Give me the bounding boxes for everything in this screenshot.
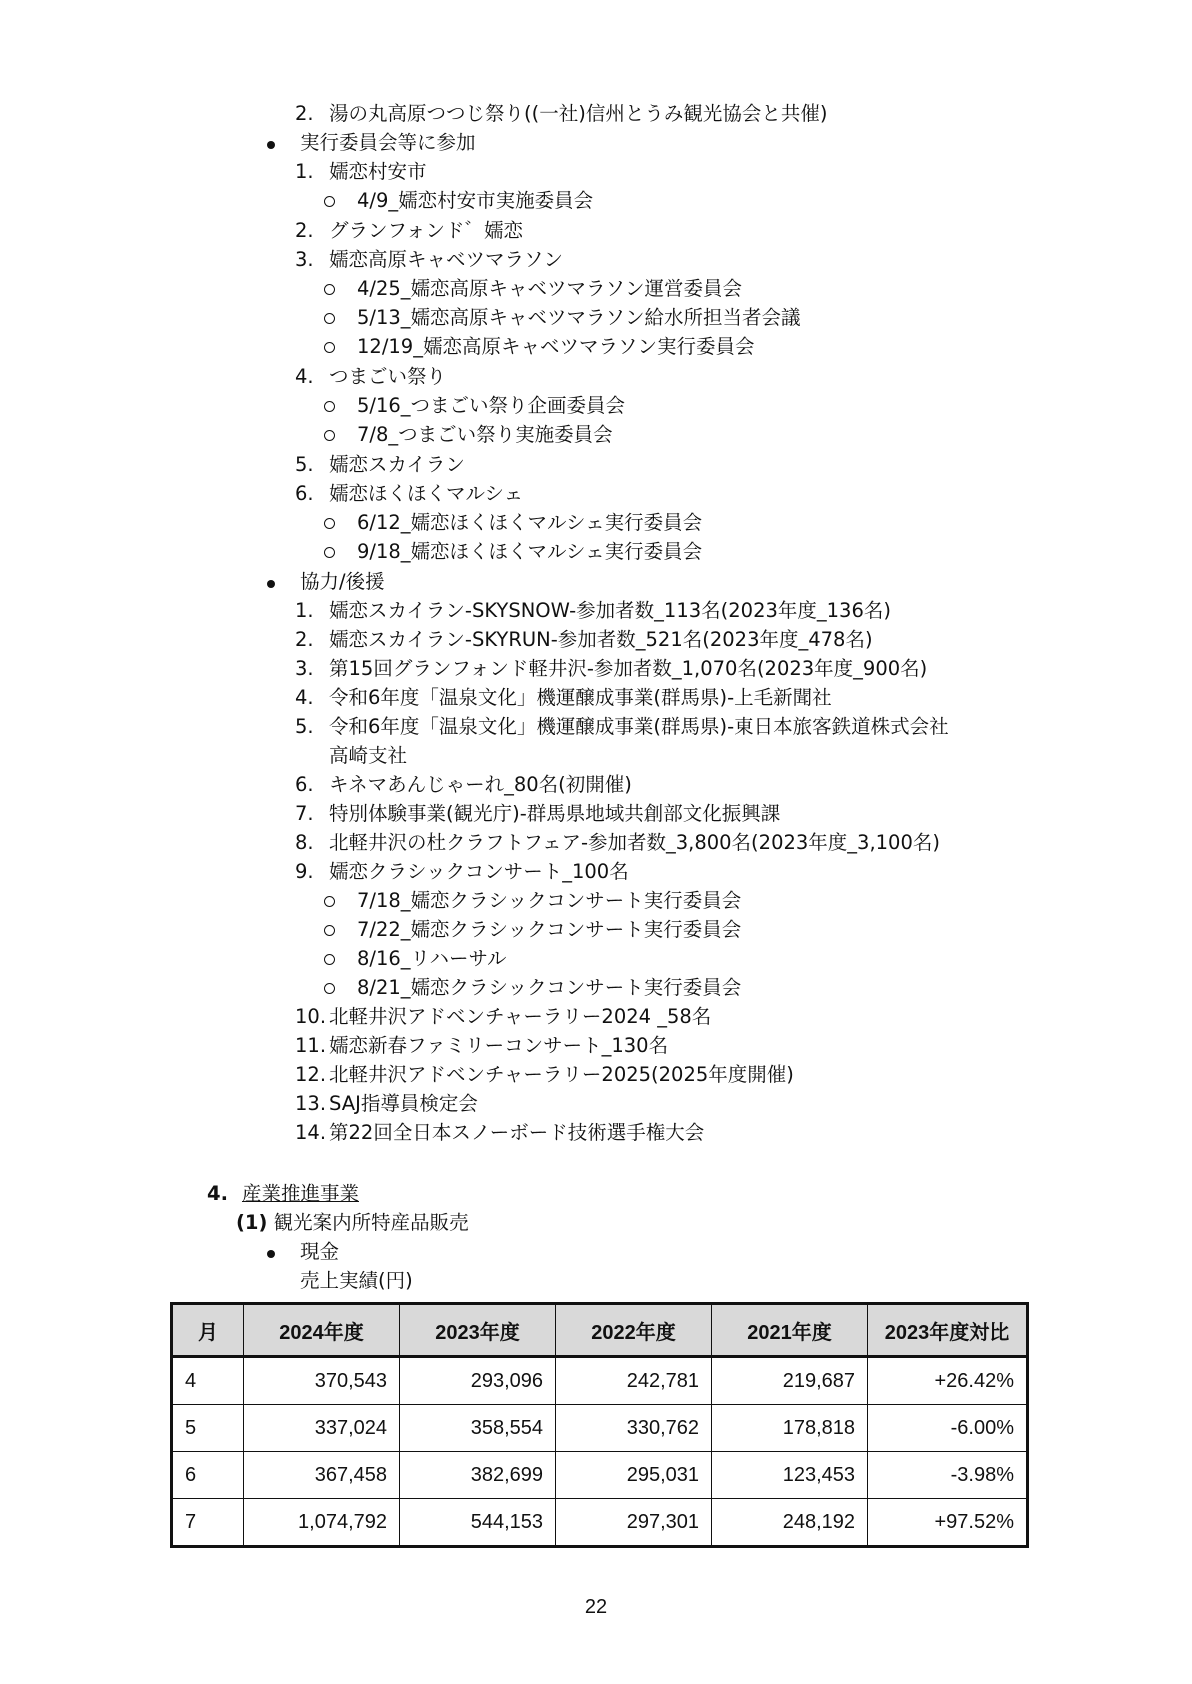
list-item: 令和6年度「温泉文化」機運醸成事業(群馬県)-東日本旅客鉄道株式会社 (329, 715, 949, 738)
list-item: つまごい祭り (329, 365, 447, 388)
cell-ratio: +26.42% (868, 1357, 1028, 1405)
list-number: 14. (295, 1121, 327, 1144)
sub-list-item: 7/22_嬬恋クラシックコンサート実行委員会 (357, 918, 742, 941)
bullet-dot-icon (267, 141, 275, 149)
bullet-heading-support: 協力/後援 (300, 570, 385, 593)
sub-list-item: 5/16_つまごい祭り企画委員会 (357, 394, 626, 417)
list-item: 嬬恋新春ファミリーコンサート_130名 (329, 1034, 669, 1057)
table-row (172, 1405, 1028, 1452)
list-number: 13. (295, 1092, 327, 1115)
sub-list-item: 12/19_嬬恋高原キャベツマラソン実行委員会 (357, 335, 755, 358)
list-item: 嬬恋スカイラン-SKYSNOW-参加者数_113名(2023年度_136名) (329, 599, 891, 622)
sub-list-item: 4/9_嬬恋村安市実施委員会 (357, 189, 594, 212)
cell-value: 123,453 (712, 1452, 868, 1499)
list-number: 12. (295, 1063, 327, 1086)
cell-value: 1,074,792 (244, 1499, 400, 1547)
list-number: 3. (295, 657, 314, 680)
list-number: 7. (295, 802, 314, 825)
list-item: 令和6年度「温泉文化」機運醸成事業(群馬県)-上毛新聞社 (329, 686, 832, 709)
circle-bullet-icon (324, 284, 335, 295)
circle-bullet-icon (324, 925, 335, 936)
circle-bullet-icon (324, 896, 335, 907)
header-ratio: 2023年度対比 (868, 1304, 1028, 1357)
list-number: 10. (295, 1005, 327, 1028)
list-number: 9. (295, 860, 314, 883)
sub-list-item: 6/12_嬬恋ほくほくマルシェ実行委員会 (357, 511, 703, 534)
list-item: 北軽井沢アドベンチャーラリー2024 _58名 (329, 1005, 712, 1028)
sub-heading-title: 観光案内所特産品販売 (273, 1211, 469, 1234)
circle-bullet-icon (324, 954, 335, 965)
cell-value: 293,096 (400, 1357, 556, 1405)
circle-bullet-icon (324, 401, 335, 412)
list-number: 1. (295, 599, 314, 622)
list-number: 1. (295, 160, 314, 183)
cell-value: 330,762 (556, 1405, 712, 1452)
sub-heading (236, 1213, 469, 1233)
cell-ratio: -6.00% (868, 1405, 1028, 1452)
cell-month: 6 (172, 1452, 244, 1499)
list-item: 嬬恋スカイラン-SKYRUN-参加者数_521名(2023年度_478名) (329, 628, 873, 651)
list-item: 北軽井沢の杜クラフトフェア-参加者数_3,800名(2023年度_3,100名) (329, 831, 940, 854)
table-header-row (172, 1304, 1028, 1357)
list-number: 11. (295, 1034, 327, 1057)
cell-month: 5 (172, 1405, 244, 1452)
sub-list-item: 7/18_嬬恋クラシックコンサート実行委員会 (357, 889, 742, 912)
header-2022: 2022年度 (556, 1304, 712, 1357)
list-number: 5. (295, 453, 314, 476)
cell-ratio: -3.98% (868, 1452, 1028, 1499)
cell-value: 382,699 (400, 1452, 556, 1499)
sub-list-item: 7/8_つまごい祭り実施委員会 (357, 423, 613, 446)
circle-bullet-icon (324, 313, 335, 324)
list-item: グランフォンド゛嬬恋 (329, 219, 524, 242)
section-title: 産業推進事業 (241, 1182, 359, 1205)
cell-value: 370,543 (244, 1357, 400, 1405)
list-number: 6. (295, 773, 314, 796)
list-number: 8. (295, 831, 314, 854)
sub-list-item: 9/18_嬬恋ほくほくマルシェ実行委員会 (357, 540, 703, 563)
list-item: 北軽井沢アドベンチャーラリー2025(2025年度開催) (329, 1063, 794, 1086)
list-item: 嬬恋高原キャベツマラソン (329, 248, 564, 271)
list-number: 4. (295, 686, 314, 709)
cell-month: 7 (172, 1499, 244, 1547)
cell-value: 337,024 (244, 1405, 400, 1452)
cell-ratio: +97.52% (868, 1499, 1028, 1547)
list-number: 5. (295, 715, 314, 738)
list-item: 嬬恋クラシックコンサート_100名 (329, 860, 629, 883)
cell-month: 4 (172, 1357, 244, 1405)
cell-value: 367,458 (244, 1452, 400, 1499)
list-item: SAJ指導員検定会 (329, 1092, 478, 1115)
list-number: 2. (295, 628, 314, 651)
bullet-dot-icon (267, 580, 275, 588)
table-caption: 売上実績(円) (300, 1269, 413, 1292)
circle-bullet-icon (324, 430, 335, 441)
list-number: 3. (295, 248, 314, 271)
circle-bullet-icon (324, 983, 335, 994)
sub-list-item: 8/16_リハーサル (357, 947, 507, 970)
header-2023: 2023年度 (400, 1304, 556, 1357)
table-row (172, 1499, 1028, 1547)
header-2021: 2021年度 (712, 1304, 868, 1357)
circle-bullet-icon (324, 342, 335, 353)
sub-list-item: 8/21_嬬恋クラシックコンサート実行委員会 (357, 976, 742, 999)
list-item: 第22回全日本スノーボード技術選手権大会 (329, 1121, 705, 1144)
cell-value: 219,687 (712, 1357, 868, 1405)
list-item-continuation: 高崎支社 (329, 744, 408, 767)
circle-bullet-icon (324, 547, 335, 558)
list-number: 6. (295, 482, 314, 505)
cell-value: 358,554 (400, 1405, 556, 1452)
list-item: 嬬恋ほくほくマルシェ (329, 482, 524, 505)
list-item: 嬬恋村安市 (329, 160, 427, 183)
list-number: 2. (295, 102, 314, 125)
circle-bullet-icon (324, 518, 335, 529)
list-item: 第15回グランフォンド軽井沢-参加者数_1,070名(2023年度_900名) (329, 657, 928, 680)
list-item: 湯の丸高原つつじ祭り((一社)信州とうみ観光協会と共催) (329, 102, 828, 125)
list-number: 2. (295, 219, 314, 242)
sub-list-item: 4/25_嬬恋高原キャベツマラソン運営委員会 (357, 277, 743, 300)
header-month: 月 (172, 1304, 244, 1357)
list-number: 4. (295, 365, 314, 388)
cell-value: 295,031 (556, 1452, 712, 1499)
cell-value: 248,192 (712, 1499, 868, 1547)
sub-heading-number: (1) (236, 1211, 268, 1234)
sub-list-item: 5/13_嬬恋高原キャベツマラソン給水所担当者会議 (357, 306, 801, 329)
list-item: 特別体験事業(観光庁)-群馬県地域共創部文化振興課 (329, 802, 781, 825)
section-heading (207, 1184, 359, 1204)
header-2024: 2024年度 (244, 1304, 400, 1357)
section-number: 4. (207, 1182, 228, 1205)
list-item: 嬬恋スカイラン (329, 453, 465, 476)
circle-bullet-icon (324, 196, 335, 207)
bullet-heading-committee: 実行委員会等に参加 (300, 131, 476, 154)
bullet-cash: 現金 (300, 1240, 340, 1263)
table-row (172, 1452, 1028, 1499)
page-number: 22 (584, 1596, 608, 1618)
list-item: キネマあんじゃーれ_80名(初開催) (329, 773, 632, 796)
cell-value: 297,301 (556, 1499, 712, 1547)
cell-value: 544,153 (400, 1499, 556, 1547)
cell-value: 242,781 (556, 1357, 712, 1405)
table-row (172, 1357, 1028, 1405)
sales-table (170, 1302, 1029, 1548)
cell-value: 178,818 (712, 1405, 868, 1452)
bullet-dot-icon (267, 1250, 275, 1258)
